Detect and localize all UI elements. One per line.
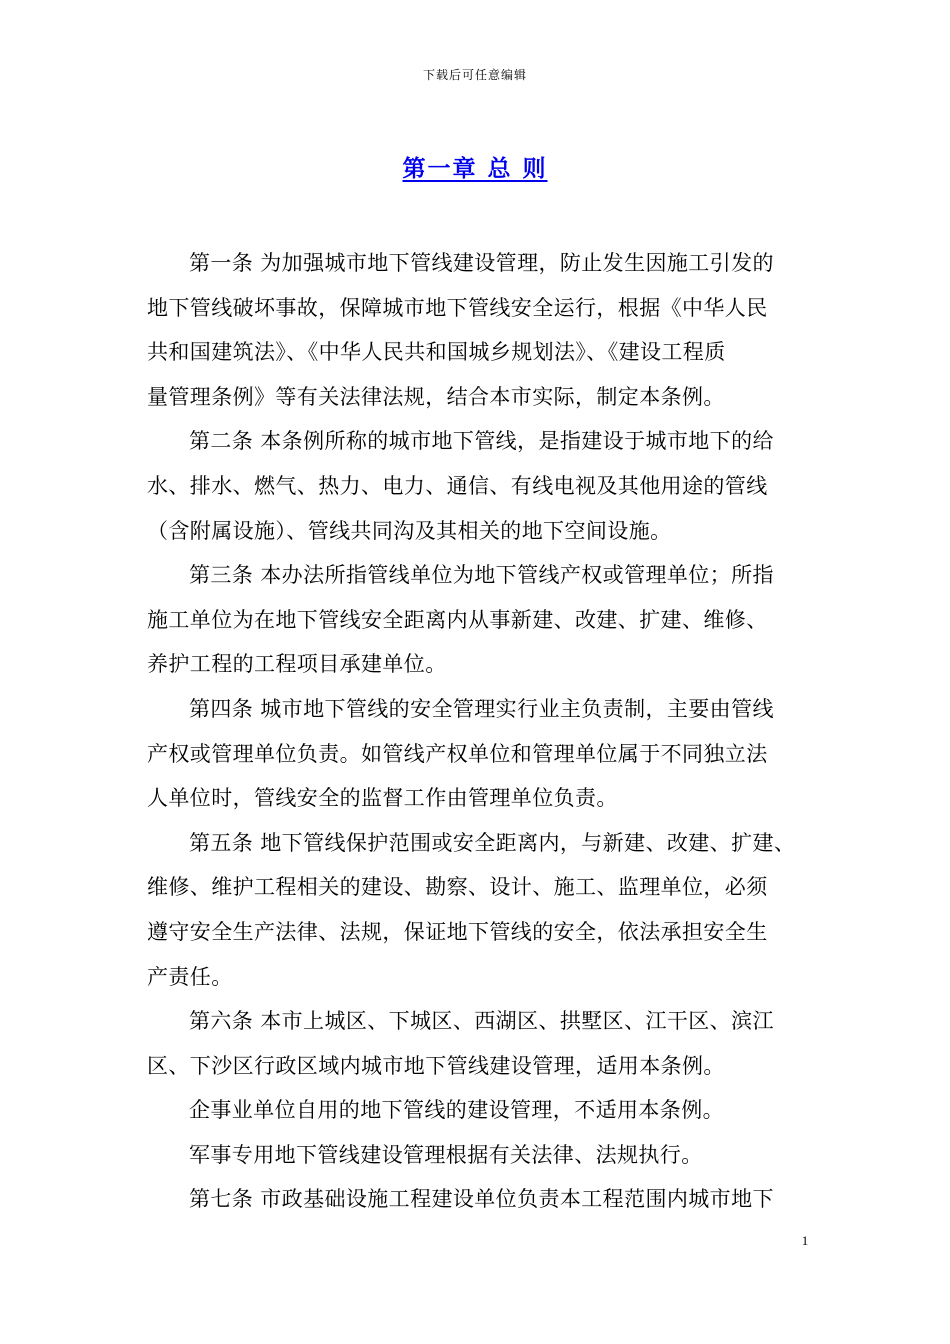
chapter-title[interactable]: 第一章 总 则 [402, 156, 548, 182]
paragraph-line: 第六条 本市上城区、下城区、西湖区、拱墅区、江干区、滨江 [189, 1009, 774, 1034]
paragraph-line: 区、下沙区行政区域内城市地下管线建设管理，适用本条例。 [147, 1053, 725, 1078]
paragraph-line: 水、排水、燃气、热力、电力、通信、有线电视及其他用途的管线 [147, 473, 768, 498]
paragraph-line: 产责任。 [147, 964, 233, 989]
paragraph-line: 第五条 地下管线保护范围或安全距离内，与新建、改建、扩建、 [189, 830, 796, 855]
page-number: 1 [801, 1233, 809, 1248]
paragraph-line: 第七条 市政基础设施工程建设单位负责本工程范围内城市地下 [189, 1187, 774, 1212]
paragraph-line: 人单位时，管线安全的监督工作由管理单位负责。 [147, 786, 618, 811]
paragraph-line: 第三条 本办法所指管线单位为地下管线产权或管理单位；所指 [189, 563, 774, 588]
paragraph-line: 维修、维护工程相关的建设、勘察、设计、施工、监理单位，必须 [147, 875, 768, 900]
paragraph-line: 共和国建筑法》、《中华人民共和国城乡规划法》、《建设工程质 [147, 340, 726, 365]
paragraph-line: 产权或管理单位负责。如管线产权单位和管理单位属于不同独立法 [147, 741, 768, 766]
paragraph-line: 第四条 城市地下管线的安全管理实行业主负责制，主要由管线 [189, 696, 774, 721]
paragraph-line: 第一条 为加强城市地下管线建设管理，防止发生因施工引发的 [189, 251, 774, 275]
paragraph-line: 遵守安全生产法律、法规，保证地下管线的安全，依法承担安全生 [147, 919, 768, 944]
paragraph-line: 地下管线破坏事故，保障城市地下管线安全运行，根据《中华人民 [147, 295, 768, 320]
paragraph-line: 养护工程的工程项目承建单位。 [147, 652, 447, 677]
page-header: 下载后可任意编辑 [422, 68, 527, 82]
paragraph-line: （含附属设施）、管线共同沟及其相关的地下空间设施。 [147, 518, 672, 543]
paragraph-line: 第二条 本条例所称的城市地下管线，是指建设于城市地下的给 [189, 429, 774, 454]
paragraph-line: 军事专用地下管线建设管理根据有关法律、法规执行。 [189, 1142, 703, 1167]
paragraph-line: 量管理条例》等有关法律法规，结合本市实际，制定本条例。 [147, 384, 725, 409]
document-body [147, 241, 817, 1222]
paragraph-line: 企事业单位自用的地下管线的建设管理，不适用本条例。 [189, 1098, 724, 1123]
paragraph-line: 施工单位为在地下管线安全距离内从事新建、改建、扩建、维修、 [147, 607, 768, 632]
